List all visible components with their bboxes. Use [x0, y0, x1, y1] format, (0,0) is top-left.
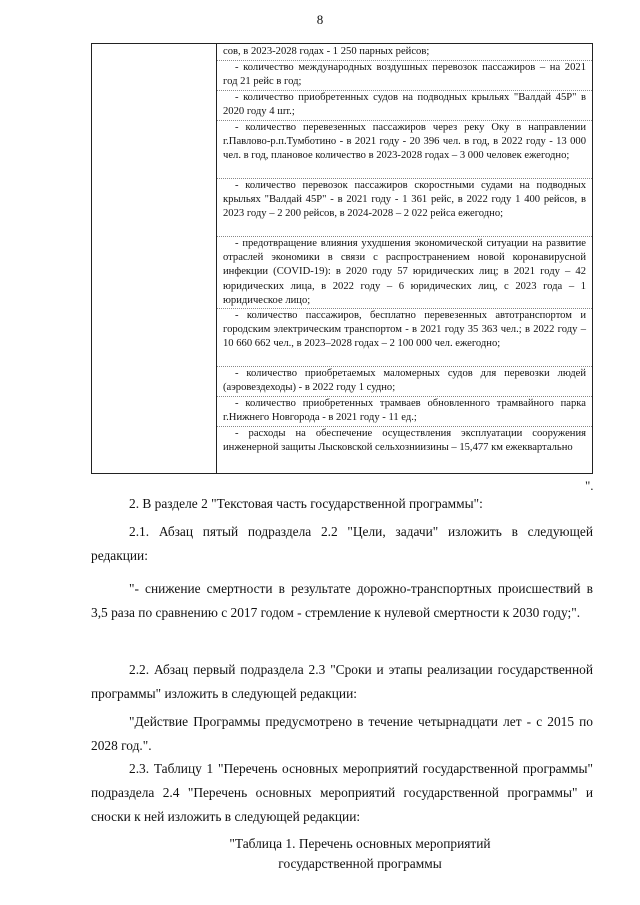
table-entry-flood-protection: - расходы на обеспечение осуществления эксплуатации сооружения инженерной защиты Лысковской сельхозниизины – 15,477 км ежеквартально	[223, 428, 586, 454]
page-number: 8	[316, 12, 324, 27]
program-indicators-table	[91, 43, 593, 474]
paragraph-2-2: 2.2. Абзац первый подраздела 2.3 "Сроки и этапы реализации государственной программы" изложить в следующей редакции:	[91, 662, 593, 701]
caption-line-2: государственной программы	[278, 856, 442, 871]
table-entry-oka-passengers: - количество перевезенных пассажиров через реку Оку в направлении г.Павлово-р.п.Тумботино - в 2021 году - 20 396 чел. в год, в 2022 году - 13 000 чел. в год, плановое количество в 2023-2028 годах – 3 000 человек ежегодно;	[223, 122, 586, 162]
table-entry-free-transport: - количество пассажиров, бесплатно перевезенных автотранспортом и городским электрическим транспортом - в 2021 году 35 363 чел.; в 2022 году – 10 660 662 чел., в 2023–2028 годах – 2 100 000 чел. ежегодно;	[223, 310, 586, 350]
table-entry-continuation: сов, в 2023-2028 годах - 1 250 парных рейсов;	[223, 46, 430, 57]
table-entry-small-vessels: - количество приобретаемых маломерных судов для перевозки людей (аэровездеходы) - в 2022 году 1 судно;	[223, 368, 586, 394]
paragraph-2-1-quote: "- снижение смертности в результате дорожно-транспортных происшествий в 3,5 раза по сравнению с 2017 годом - стремление к нулевой смертности к 2030 году;".	[91, 581, 593, 620]
table-closing-quote: ".	[585, 478, 594, 493]
table-right-cell	[217, 44, 592, 473]
paragraph-2-2-quote: "Действие Программы предусмотрено в течение четырнадцати лет - с 2015 по 2028 год.".	[91, 714, 593, 753]
caption-line-1: "Таблица 1. Перечень основных мероприятий	[229, 836, 491, 851]
paragraph-2-3: 2.3. Таблицу 1 "Перечень основных мероприятий государственной программы" подраздела 2.4 "Перечень основных мероприятий государственной программы" и сноски к ней изложить в следующей редакции:	[91, 761, 593, 824]
table-caption	[200, 834, 520, 874]
table-entry-trams: - количество приобретенных трамваев обновленного трамвайного парка г.Нижнего Новгорода - в 2021 году - 11 ед.;	[223, 398, 586, 424]
table-left-cell	[92, 44, 217, 473]
paragraph-section-2: 2. В разделе 2 "Текстовая часть государственной программы":	[129, 496, 483, 511]
table-entry-valday-vessels: - количество приобретенных судов на подводных крыльях "Валдай 45Р" в 2020 году 4 шт.;	[223, 92, 586, 118]
paragraph-2-1: 2.1. Абзац пятый подраздела 2.2 "Цели, задачи" изложить в следующей редакции:	[91, 524, 593, 563]
table-entry-hydrofoil-trips: - количество перевозок пассажиров скоростными судами на подводных крыльях "Валдай 45Р" - в 2021 году - 1 361 рейс, в 2022 году 1 400 рейсов, в 2023 году – 2 200 рейсов, в 2024-2028 – 2 022 рейса ежегодно;	[223, 180, 586, 220]
table-entry-international-flights: - количество международных воздушных перевозок пассажиров – на 2021 год 21 рейс в год;	[223, 62, 586, 88]
table-entry-covid-support: - предотвращение влияния ухудшения экономической ситуации на развитие отраслей экономики в связи с распространением новой коронавирусной инфекции (COVID-19): в 2020 году 57 юридических лиц; в 2021 году – 42 юридических лица, в 2022 году – 6 юридических лиц, с 2023 года – 1 юридическое лицо;	[223, 238, 586, 306]
